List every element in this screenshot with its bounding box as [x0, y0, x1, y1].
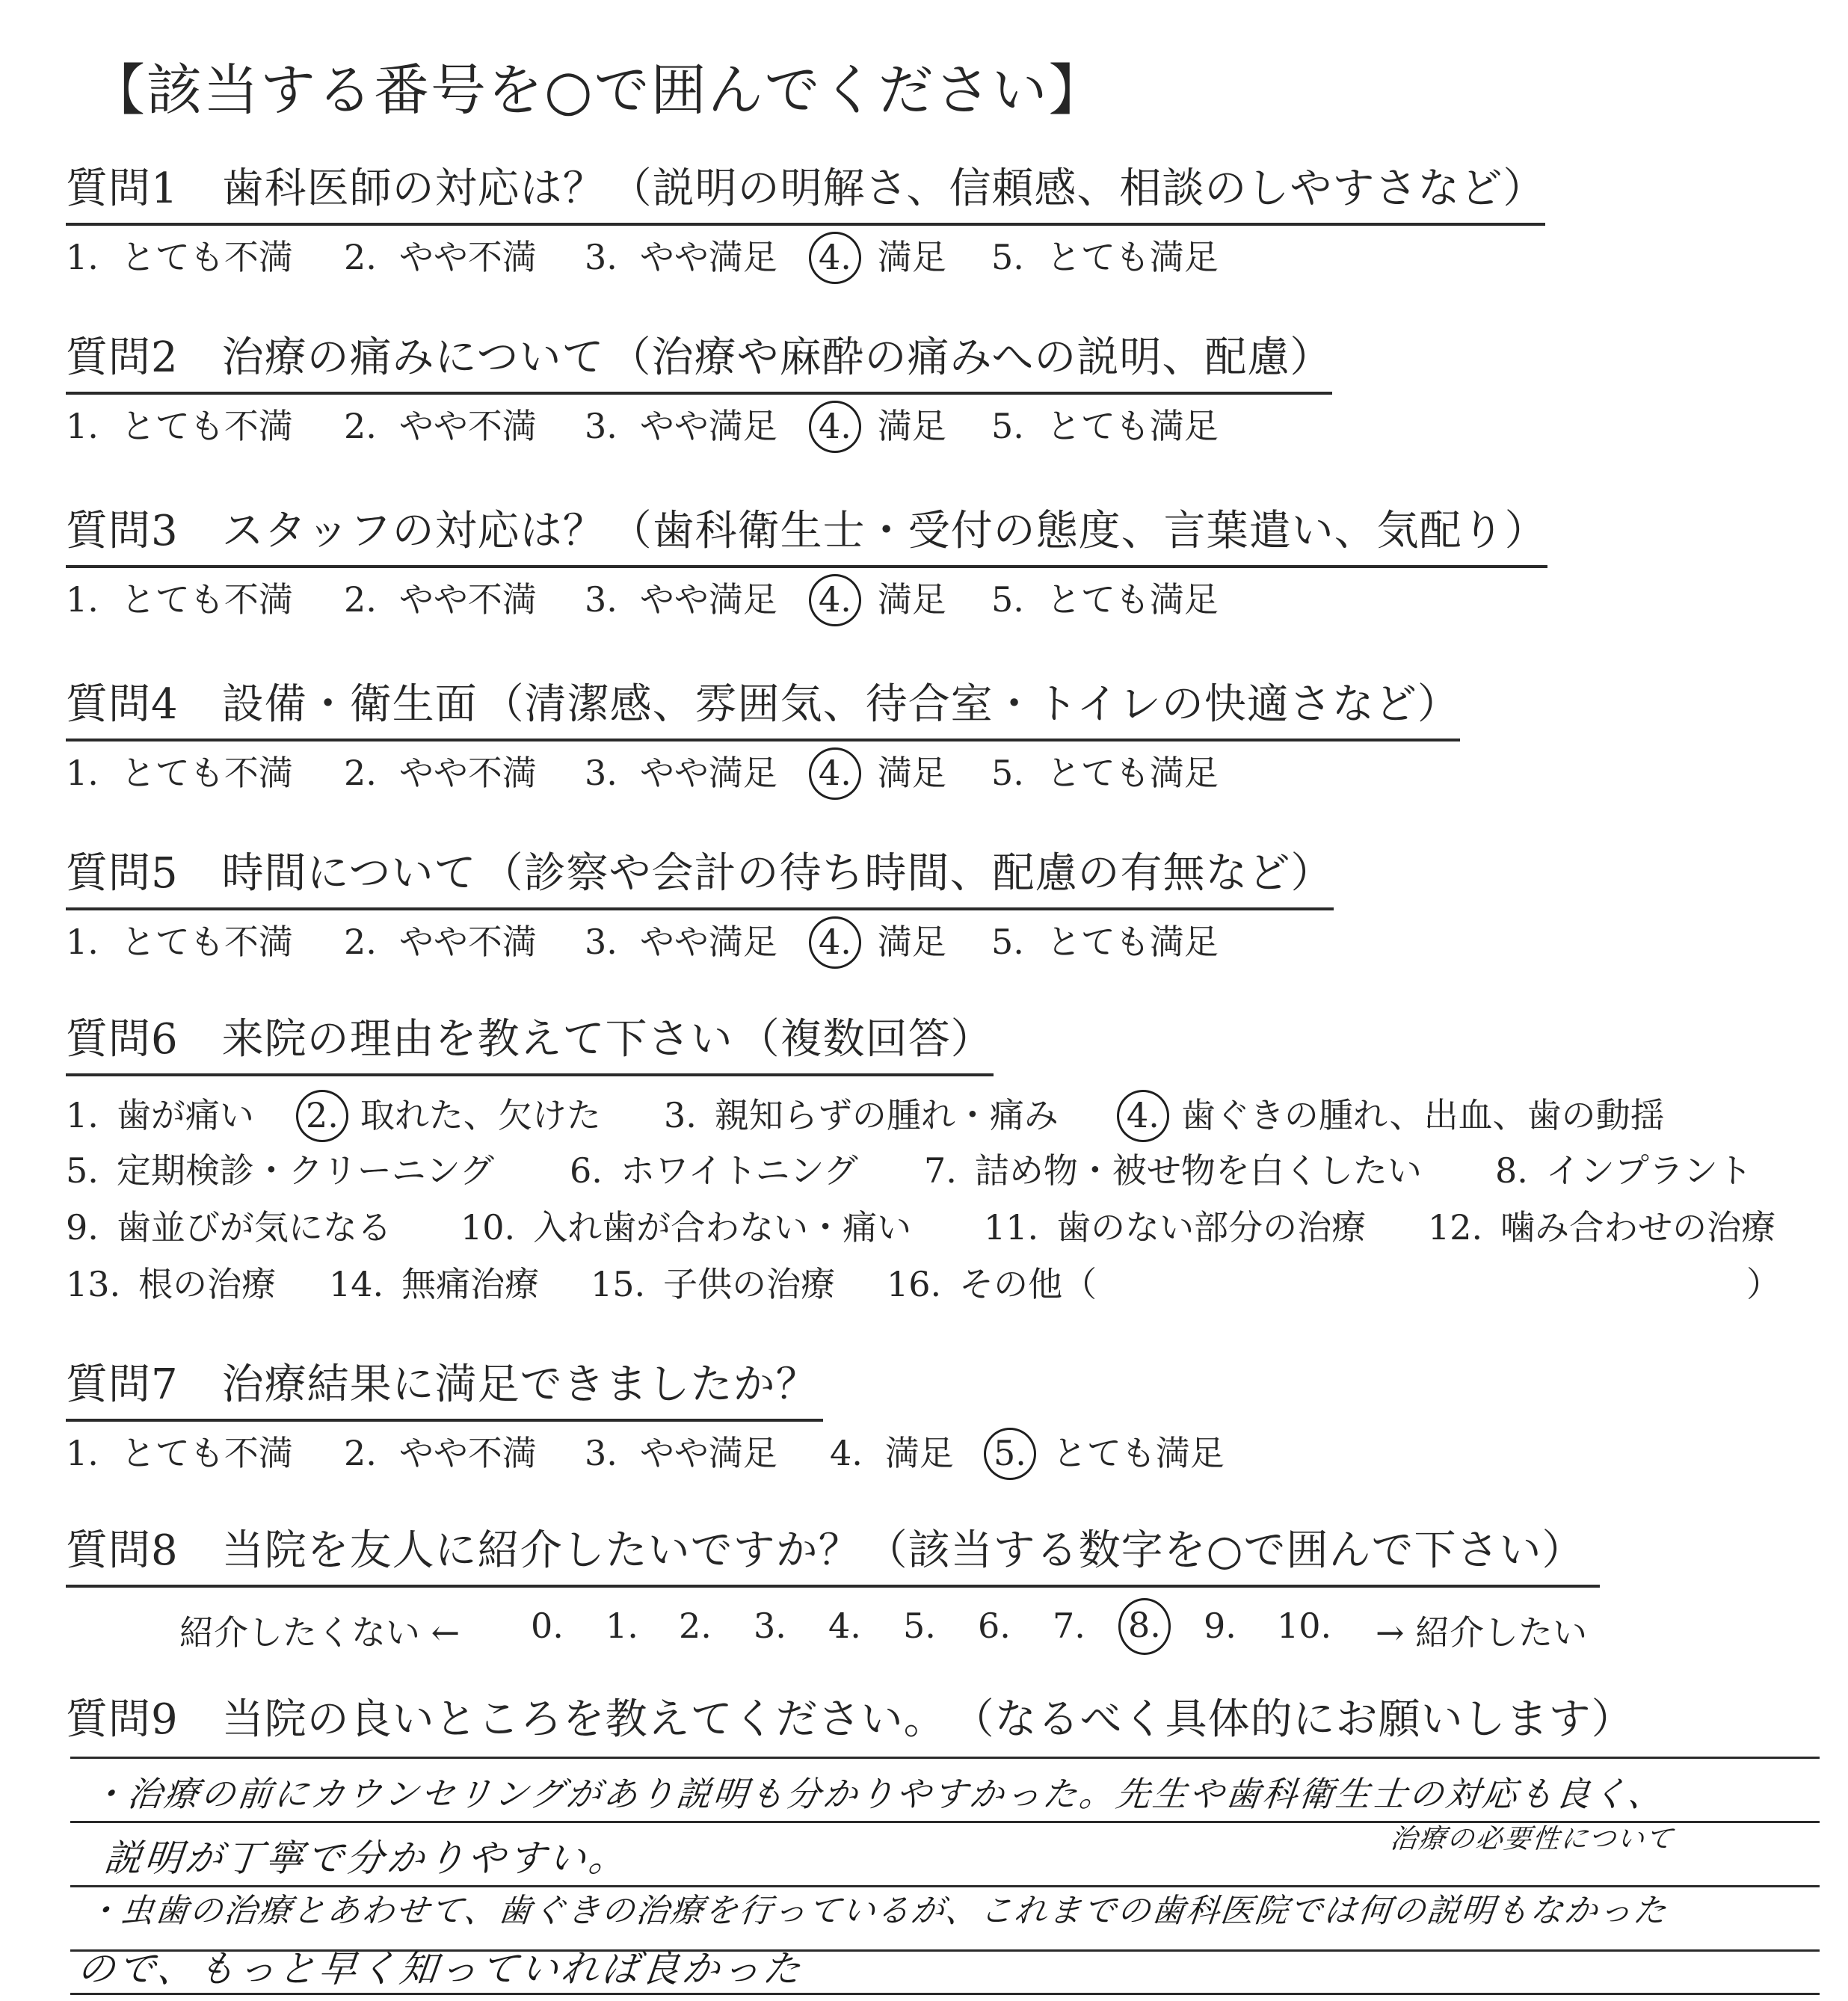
- q7-option-5-num-circled: 5.: [984, 1428, 1036, 1480]
- q4-option-3[interactable]: [585, 746, 777, 795]
- question-7-title: 治療結果に満足できましたか？: [221, 1360, 819, 1409]
- q2-option-1-num: 1.: [66, 406, 99, 446]
- question-4-note: （清潔感、雰囲気、待合室・トイレの快適さなど）: [481, 680, 1460, 729]
- q1-option-5-num: 5.: [991, 237, 1024, 277]
- reason-option-13[interactable]: [66, 1257, 276, 1307]
- question-6-number: 質問6: [66, 1015, 179, 1064]
- q4-option-3-num: 3.: [585, 753, 617, 793]
- scale-0[interactable]: 0.: [531, 1606, 564, 1646]
- question-9-number: 質問9: [66, 1695, 179, 1744]
- scale-2[interactable]: 2.: [679, 1606, 712, 1646]
- q3-option-3-label: やや満足: [639, 579, 777, 620]
- question-6-title: 来院の理由を教えて下さい: [221, 1015, 733, 1064]
- q5-option-3[interactable]: [585, 915, 777, 964]
- reason-7-label: 詰め物・被せ物を白くしたい: [974, 1150, 1422, 1191]
- q3-option-2-num: 2.: [344, 579, 377, 620]
- reason-12-num: 12.: [1428, 1207, 1483, 1248]
- q7-option-4-label: 満足: [884, 1433, 954, 1473]
- reason-8-label: インプラント: [1545, 1150, 1752, 1191]
- reason-15-num: 15.: [591, 1264, 646, 1304]
- reason-14-label: 無痛治療: [401, 1264, 540, 1304]
- question-7-options: [66, 1426, 1815, 1479]
- q3-option-4-num-circled: 4.: [809, 574, 861, 626]
- q4-option-4[interactable]: [818, 746, 946, 795]
- question-4-number: 質問4: [66, 680, 179, 729]
- reason-16-label: その他（: [959, 1264, 1097, 1304]
- reason-option-4[interactable]: [1126, 1088, 1665, 1138]
- question-3-number: 質問3: [66, 507, 179, 555]
- q2-option-2-num: 2.: [344, 406, 377, 446]
- question-4-title: 設備・衛生面: [221, 680, 478, 729]
- question-3: [66, 498, 1815, 625]
- question-5-options: [66, 915, 1815, 967]
- q2-option-1[interactable]: [66, 399, 293, 448]
- q5-option-1-num: 1.: [66, 922, 99, 962]
- q1-option-4-label: 満足: [877, 237, 946, 277]
- q7-option-1-num: 1.: [66, 1433, 99, 1473]
- scale-3[interactable]: 3.: [754, 1606, 786, 1646]
- q2-option-4-num-circled: 4.: [809, 401, 861, 453]
- q1-option-5[interactable]: [991, 230, 1219, 280]
- writing-line-1: [70, 1757, 1820, 1759]
- q1-option-4-num-circled: 4.: [809, 232, 861, 284]
- scale-9[interactable]: 9.: [1204, 1606, 1236, 1646]
- question-2-options: [66, 399, 1815, 451]
- question-5-number: 質問5: [66, 849, 179, 898]
- question-7-header: [66, 1351, 823, 1422]
- q3-option-4[interactable]: [818, 573, 946, 622]
- recommend-left-label: 紹介したくない ←: [179, 1612, 461, 1653]
- q1-option-1-num: 1.: [66, 237, 99, 277]
- reason-14-num: 14.: [329, 1264, 384, 1304]
- question-9: [66, 1686, 1815, 1754]
- question-2-title: 治療の痛みについて: [221, 333, 605, 382]
- q2-option-3[interactable]: [585, 399, 777, 448]
- q5-option-4[interactable]: [818, 915, 946, 964]
- reason-option-11[interactable]: [984, 1200, 1366, 1250]
- reason-option-10[interactable]: [461, 1200, 911, 1250]
- q5-option-5-num: 5.: [991, 922, 1024, 962]
- question-3-title: スタッフの対応は？: [221, 507, 606, 555]
- q1-option-4[interactable]: [818, 230, 946, 280]
- reason-16-num: 16.: [887, 1264, 942, 1304]
- q5-option-3-num: 3.: [585, 922, 617, 962]
- q5-option-4-label: 満足: [877, 922, 946, 962]
- q7-option-4[interactable]: [830, 1426, 954, 1476]
- q2-option-2-label: やや不満: [398, 406, 537, 446]
- question-2-header: [66, 324, 1332, 395]
- question-4: [66, 671, 1815, 798]
- q3-option-3-num: 3.: [585, 579, 617, 620]
- reason-9-num: 9.: [66, 1207, 99, 1248]
- question-6-options: [66, 1088, 1815, 1313]
- q5-option-1-label: とても不満: [120, 922, 293, 962]
- handwritten-line-1: ・治療の前にカウンセリングがあり説明も分かりやすかった。先生や歯科衛生士の対応も良く、: [88, 1774, 1667, 1814]
- recommend-scale: [66, 1606, 1815, 1665]
- question-8: [66, 1517, 1815, 1665]
- q5-option-3-label: やや満足: [639, 922, 777, 962]
- handwritten-line-4: ので、もっと早く知っていれば良かった: [75, 1947, 806, 1991]
- q2-option-5-num: 5.: [991, 406, 1024, 446]
- reason-13-num: 13.: [66, 1264, 121, 1304]
- question-8-note: （該当する数字を○で囲んで下さい）: [865, 1526, 1585, 1575]
- reason-option-3[interactable]: [664, 1088, 1059, 1138]
- scale-5[interactable]: 5.: [903, 1606, 936, 1646]
- reason-6-label: ホワイトニング: [620, 1150, 858, 1191]
- reason-option-16[interactable]: [887, 1257, 1097, 1307]
- reason-3-label: 親知らずの腫れ・痛み: [714, 1095, 1059, 1135]
- reason-4-label: 歯ぐきの腫れ、出血、歯の動揺: [1180, 1095, 1665, 1135]
- scale-1[interactable]: 1.: [606, 1606, 638, 1646]
- scale-6[interactable]: 6.: [978, 1606, 1011, 1646]
- reason-15-label: 子供の治療: [663, 1264, 836, 1304]
- question-8-header: [66, 1517, 1600, 1588]
- question-4-header: [66, 671, 1460, 741]
- question-1: [66, 155, 1815, 283]
- question-2: [66, 324, 1815, 451]
- reason-6-num: 6.: [570, 1150, 603, 1191]
- reason-2-num-circled: 2.: [296, 1090, 348, 1142]
- q5-option-5-label: とても満足: [1046, 922, 1219, 962]
- question-7: [66, 1351, 1815, 1479]
- q5-option-5[interactable]: [991, 915, 1219, 964]
- q2-option-5[interactable]: [991, 399, 1219, 448]
- q7-option-1[interactable]: [66, 1426, 293, 1476]
- scale-7[interactable]: 7.: [1053, 1606, 1085, 1646]
- question-5-title: 時間について: [221, 849, 477, 898]
- q3-option-5-label: とても満足: [1046, 579, 1219, 620]
- q3-option-5[interactable]: [991, 573, 1219, 622]
- q1-option-2-label: やや不満: [398, 237, 537, 277]
- scale-10[interactable]: 10.: [1277, 1606, 1332, 1646]
- reason-11-num: 11.: [984, 1207, 1039, 1248]
- question-3-header: [66, 498, 1547, 568]
- q1-option-3-num: 3.: [585, 237, 617, 277]
- reason-option-12[interactable]: [1428, 1200, 1775, 1250]
- question-4-options: [66, 746, 1815, 798]
- q7-option-2-num: 2.: [344, 1433, 377, 1473]
- question-9-note: （なるべく具体的にお願いします）: [973, 1695, 1634, 1744]
- question-1-title: 歯科医師の対応は？: [221, 164, 606, 213]
- question-5-note: （診察や会計の待ち時間、配慮の有無など）: [481, 849, 1334, 898]
- q2-option-4-label: 満足: [877, 406, 946, 446]
- q7-option-2[interactable]: [344, 1426, 537, 1476]
- reason-other-close-paren: ）: [1746, 1264, 1781, 1304]
- question-5-header: [66, 840, 1334, 910]
- reason-4-num-circled: 4.: [1117, 1090, 1169, 1142]
- q5-option-2-num: 2.: [344, 922, 377, 962]
- q4-option-4-num-circled: 4.: [809, 747, 861, 800]
- reason-5-label: 定期検診・クリーニング: [116, 1150, 494, 1191]
- q1-option-5-label: とても満足: [1046, 237, 1219, 277]
- reason-10-num: 10.: [461, 1207, 516, 1248]
- q7-option-4-num: 4.: [830, 1433, 863, 1473]
- q4-option-5[interactable]: [991, 746, 1219, 795]
- question-3-options: [66, 573, 1815, 625]
- q4-option-2-label: やや不満: [398, 753, 537, 793]
- question-6-note: （複数回答）: [737, 1015, 994, 1064]
- question-9-title: 当院の良いところを教えてください。: [221, 1695, 946, 1744]
- instruction-heading: 【該当する番号を○で囲んでください】: [90, 58, 1106, 123]
- q3-option-2[interactable]: [344, 573, 537, 622]
- q3-option-1-num: 1.: [66, 579, 99, 620]
- question-1-note: （説明の明解さ、信頼感、相談のしやすさなど）: [609, 164, 1546, 213]
- q2-option-2[interactable]: [344, 399, 537, 448]
- reason-13-label: 根の治療: [138, 1264, 277, 1304]
- reason-option-5[interactable]: [66, 1144, 494, 1193]
- q3-option-5-num: 5.: [991, 579, 1024, 620]
- question-5: [66, 840, 1815, 967]
- reason-10-label: 入れ歯が合わない・痛い: [533, 1207, 912, 1248]
- q7-option-3-num: 3.: [585, 1433, 617, 1473]
- question-6-header: [66, 1006, 994, 1076]
- reason-option-8[interactable]: [1495, 1144, 1752, 1193]
- q2-option-3-num: 3.: [585, 406, 617, 446]
- q4-option-1-num: 1.: [66, 753, 99, 793]
- handwritten-line-3: ・虫歯の治療とあわせて、歯ぐきの治療を行っているが、これまでの歯科医院では何の説明もなかった: [84, 1892, 1670, 1930]
- q5-option-1[interactable]: [66, 915, 293, 964]
- q1-option-2-num: 2.: [344, 237, 377, 277]
- handwritten-line-2: 説明が丁寧で分かりやすい。: [102, 1837, 632, 1880]
- q1-option-1[interactable]: [66, 230, 293, 280]
- q1-option-2[interactable]: [344, 230, 537, 280]
- writing-line-5: [70, 1993, 1820, 1995]
- q3-option-4-label: 満足: [877, 579, 946, 620]
- reason-7-num: 7.: [924, 1150, 957, 1191]
- recommend-right-label: → 紹介したい: [1376, 1612, 1588, 1653]
- reason-option-1[interactable]: [66, 1088, 254, 1138]
- question-1-header: [66, 155, 1545, 226]
- q4-option-5-label: とても満足: [1046, 753, 1219, 793]
- q3-option-3[interactable]: [585, 573, 777, 622]
- q4-option-1[interactable]: [66, 746, 293, 795]
- question-1-number: 質問1: [66, 164, 179, 213]
- reason-option-15[interactable]: [591, 1257, 835, 1307]
- q1-option-3[interactable]: [585, 230, 777, 280]
- q7-option-5[interactable]: [993, 1426, 1225, 1476]
- q4-option-2-num: 2.: [344, 753, 377, 793]
- reason-option-2[interactable]: [305, 1088, 601, 1138]
- question-6: [66, 1006, 1815, 1313]
- q1-option-1-label: とても不満: [120, 237, 293, 277]
- q7-option-2-label: やや不満: [398, 1433, 537, 1473]
- reason-1-num: 1.: [66, 1095, 99, 1135]
- reason-9-label: 歯並びが気になる: [116, 1207, 392, 1248]
- question-9-header: [66, 1686, 1634, 1754]
- q4-option-1-label: とても不満: [120, 753, 293, 793]
- question-3-note: （歯科衛生士・受付の態度、言葉遣い、気配り）: [609, 507, 1547, 555]
- reason-3-num: 3.: [664, 1095, 697, 1135]
- q7-option-5-label: とても満足: [1052, 1433, 1225, 1473]
- question-2-number: 質問2: [66, 333, 179, 382]
- question-2-note: （治療や麻酔の痛みへの説明、配慮）: [609, 333, 1333, 382]
- reason-1-label: 歯が痛い: [116, 1095, 254, 1135]
- q2-option-4[interactable]: [818, 399, 946, 448]
- q4-option-4-label: 満足: [877, 753, 946, 793]
- q7-option-1-label: とても不満: [120, 1433, 293, 1473]
- reason-option-9[interactable]: [66, 1200, 392, 1250]
- question-7-number: 質問7: [66, 1360, 179, 1409]
- q7-option-3[interactable]: [585, 1426, 777, 1476]
- q2-option-3-label: やや満足: [639, 406, 777, 446]
- question-1-options: [66, 230, 1815, 283]
- reason-5-num: 5.: [66, 1150, 99, 1191]
- reason-12-label: 噛み合わせの治療: [1500, 1207, 1776, 1248]
- q5-option-4-num-circled: 4.: [809, 916, 861, 969]
- q3-option-2-label: やや不満: [398, 579, 537, 620]
- reason-8-num: 8.: [1495, 1150, 1528, 1191]
- reason-option-14[interactable]: [329, 1257, 539, 1307]
- reason-2-label: 取れた、欠けた: [360, 1095, 601, 1135]
- scale-8-circled[interactable]: 8.: [1118, 1598, 1171, 1655]
- q4-option-3-label: やや満足: [639, 753, 777, 793]
- q2-option-5-label: とても満足: [1046, 406, 1219, 446]
- q7-option-3-label: やや満足: [639, 1433, 777, 1473]
- reason-option-7[interactable]: [924, 1144, 1422, 1193]
- q4-option-5-num: 5.: [991, 753, 1024, 793]
- q5-option-2[interactable]: [344, 915, 537, 964]
- q1-option-3-label: やや満足: [639, 237, 777, 277]
- q4-option-2[interactable]: [344, 746, 537, 795]
- scale-4[interactable]: 4.: [828, 1606, 861, 1646]
- question-8-number: 質問8: [66, 1526, 179, 1575]
- question-8-title: 当院を友人に紹介したいですか？: [221, 1526, 861, 1575]
- q3-option-1-label: とても不満: [120, 579, 293, 620]
- q2-option-1-label: とても不満: [120, 406, 293, 446]
- q3-option-1[interactable]: [66, 573, 293, 622]
- reason-option-6[interactable]: [570, 1144, 858, 1193]
- q5-option-2-label: やや不満: [398, 922, 537, 962]
- reason-11-label: 歯のない部分の治療: [1056, 1207, 1367, 1248]
- handwritten-insert: 治療の必要性について: [1388, 1824, 1676, 1854]
